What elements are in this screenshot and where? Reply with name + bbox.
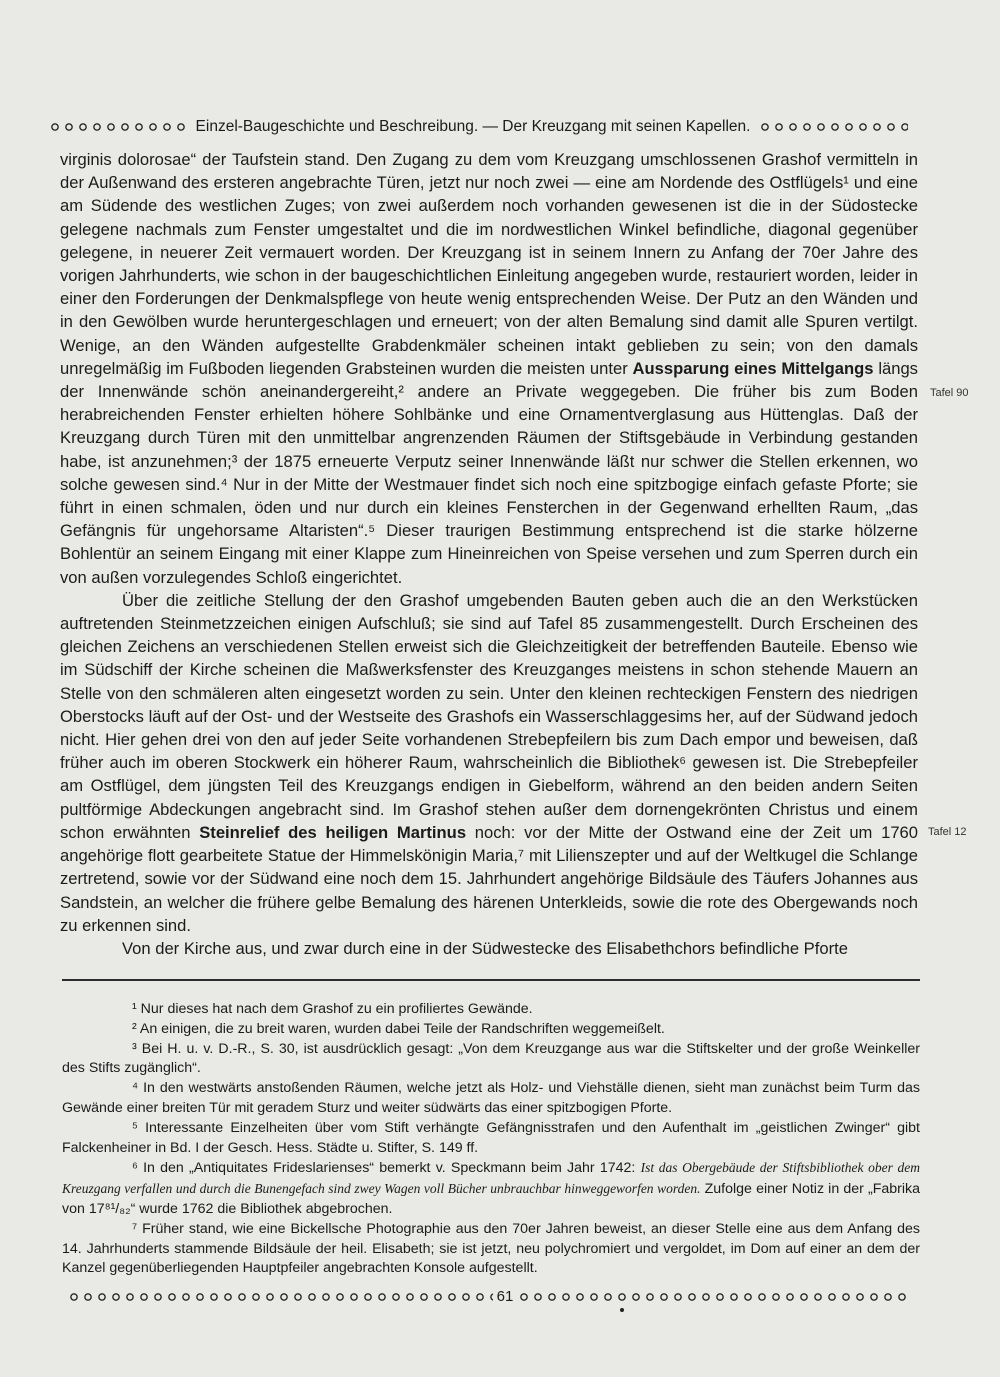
footnote-6-text-b: Zufolge einer Notiz in der „Fabrika von 17⁸¹/₈₂“ wurde 1762 die Bibliothek abgebrochen. [62,1181,920,1217]
footnote-4: ⁴ In den westwärts anstoßenden Räumen, welche jetzt als Holz- und Viehställe dienen, sieht man zunächst beim Turm das Gewände einer breiten Tür mit geradem Sturz und weiter südwärts das einer spitzbogigen Pforte. [62,1080,920,1116]
main-text [60,148,918,960]
paragraph-1 [60,148,918,589]
footnote-6 [62,1158,920,1219]
footer-ornament-right [517,1292,909,1302]
footnote-1: ¹ Nur dieses hat nach dem Grashof zu ein profiliertes Gewände. [132,1001,533,1017]
ornament-border-right [758,122,908,132]
page-footer [58,1288,918,1305]
printer-mark-dot [620,1308,624,1312]
paragraph-2 [60,589,918,937]
emphasis-steinrelief: Steinrelief des heiligen Martinus [199,822,467,842]
footnote-6-quotation: Ist das Obergebäude der Stiftsbibliothek ober dem Kreuzgang verfallen und durch die Bunengefach sind zwey Wagen voll Bücher unbrauchbar hinweggeworfen worden. [62,1160,920,1197]
footnotes [62,1000,920,1279]
paragraph-2-text-b: noch: vor der Mitte der Ostwand eine der Zeit um 1760 angehörige flott gearbeitete Statue der Himmelskönigin Maria,⁷ mit Lilienszepter und auf der Weltkugel die Schlange zertretend, sowie vor der Südwand eine noch dem 15. Jahrhundert angehörige Bildsäule des Täufers Johannes aus Sandstein, an welcher die frühere gelbe Bemalung des härenen Unterkleids, sowie die rote des Obergewands noch zu erkennen sind. [60,822,918,935]
paragraph-2-text-a: Über die zeitliche Stellung der den Grashof umgebenden Bauten geben auch die an den Werkstücken auftretenden Steinmetzzeichen einigen Aufschluß; sie sind auf Tafel 85 zusammengestellt. Durch Erscheinen des gleichen Zeichens an verschiedenen Stellen erweist sich die Gleichzeitigkeit der betreffenden Bauteile. Ebenso wie im Südschiff der Kirche scheinen die Maßwerksfenster des Kreuzganges meistens in schon stehende Mauern an Stelle von den schmäleren alten eingesetzt worden zu sein. Unter den kleinen rechteckigen Fenstern des niedrigen Oberstocks läuft auf der Ost- und der Westseite des Grashofs ein Wasserschlaggesims her, auf der Südwand jedoch nicht. Hier gehen drei von den auf jeder Seite vorhandenen Strebepfeilern bis zum Dach empor und beweisen, daß früher auch im oberen Stockwerk ein höherer Raum, wahrscheinlich die Bibliothek⁶ gewesen ist. Die Strebepfeiler am Ostflügel, dem jüngsten Teil des Kreuzgangs endigen in Giebelform, während an den beiden andern Seiten pultförmige Abdeckungen angebracht sind. Im Grashof stehen außer dem dornengekrönten Christus und einem schon erwähnten [60,590,918,842]
paragraph-3: Von der Kirche aus, und zwar durch eine in der Südwestecke des Elisabethchors befindliche Pforte [122,938,848,958]
margin-note-tafel-90: Tafel 90 [930,387,969,399]
footnote-5: ⁵ Interessante Einzelheiten über vom Stift verhängte Gefängnisstrafen und den Aufenthalt im „geistlichen Zwinger“ gibt Falckenheiner in Bd. I der Gesch. Hess. Städte u. Stifter, S. 149 ff. [62,1119,920,1156]
footnote-divider [62,979,920,981]
paragraph-1-text-a: virginis dolorosae“ der Taufstein stand. Den Zugang zu dem vom Kreuzgang umschlossenen Grashof vermitteln in der Außenwand des ersteren angebrachte Türen, jetzt nur noch zwei — eine am Nordende des Ostflügels¹ und eine am Südende des westlichen Zuges; von zwei außerdem noch vorhanden gewesenen ist die in der Südostecke gelegene nachmals zum Fenster umgestaltet und die im nordwestlichen Winkel befindliche, diagonal gegenüber gelegene, in neuerer Zeit vermauert worden. Der Kreuzgang ist in seinem Innern zu Anfang der 70er Jahre des vorigen Jahrhunderts, wie schon in der baugeschichtlichen Einleitung angegeben wurde, restauriert worden, leider in einer den Forderungen der Denkmalspflege von heute wenig entsprechenden Weise. Der Putz an den Wänden und in den Gewölben wurde heruntergeschlagen und erneuert; von der alten Bemalung sind damit alle Spuren vertilgt. Wenige, an den Wänden aufgestellte Grabdenkmäler scheinen intakt geblieben zu sein; von den damals unregelmäßig im Fußboden liegenden Grabsteinen wurden die meisten unter [60,150,918,378]
margin-note-tafel-12: Tafel 12 [928,826,967,838]
running-header [48,118,908,136]
footer-ornament-left [67,1292,493,1302]
page-number: 61 [496,1288,514,1305]
ornament-border-left [48,122,188,132]
footnote-2: ² An einigen, die zu breit waren, wurden dabei Teile der Randschriften weggemeißelt. [132,1020,665,1037]
footnote-6-text-a: ⁶ In den „Antiquitates Frideslarienses“ bemerkt v. Speckmann beim Jahr 1742: [132,1160,641,1177]
header-title: Einzel-Baugeschichte und Beschreibung. — Der Kreuzgang mit seinen Kapellen. [195,118,751,135]
footnote-7: ⁷ Früher stand, wie eine Bickellsche Photographie aus den 70er Jahren beweist, an dieser Stelle eine aus dem Anfang des 14. Jahrhunderts stammende Bildsäule der heil. Elisabeth; sie ist jetzt, neu polychromiert und vergoldet, im Dom auf einer an dem der Kanzel gegenüberliegenden Hauptpfeiler angebrachten Konsole aufgestellt. [62,1220,920,1277]
emphasis-mittelgang: Aussparung eines Mittelgangs [632,358,874,378]
footnote-3: ³ Bei H. u. v. D.-R., S. 30, ist ausdrücklich gesagt: „Von dem Kreuzgange aus war die Stiftskelter und der große Weinkeller des Stifts zugänglich“. [62,1040,920,1077]
paragraph-1-text-b: längs der Innenwände schön aneinandergereiht,² andere an Private weggegeben. Die früher bis zum Boden herabreichenden Fenster erhielten höhere Sohlbänke und eine Ornamentverglasung aus Hüttenglas. Daß der Kreuzgang durch Türen mit den unmittelbar angrenzenden Räumen der Stiftsgebäude in Verbindung gestanden habe, ist anzunehmen;³ der 1875 erneuerte Verputz seiner Innenwände läßt nur schwer die Stellen erkennen, wo solche gewesen sind.⁴ Nur in der Mitte der Westmauer findet sich noch eine spitzbogige einfach gefaste Pforte; sie führt in einen schmalen, öden und nur durch ein kleines Fensterchen in der Gegenwand erhellten Raum, „das Gefängnis für ungehorsame Altaristen“.⁵ Dieser traurigen Bestimmung entsprechend ist die starke hölzerne Bohlentür an seinem Eingang mit einer Klappe zum Hineinreichen von Speise versehen und zum Sperren durch ein von außen vorzulegendes Schloß eingerichtet. [60,358,918,587]
